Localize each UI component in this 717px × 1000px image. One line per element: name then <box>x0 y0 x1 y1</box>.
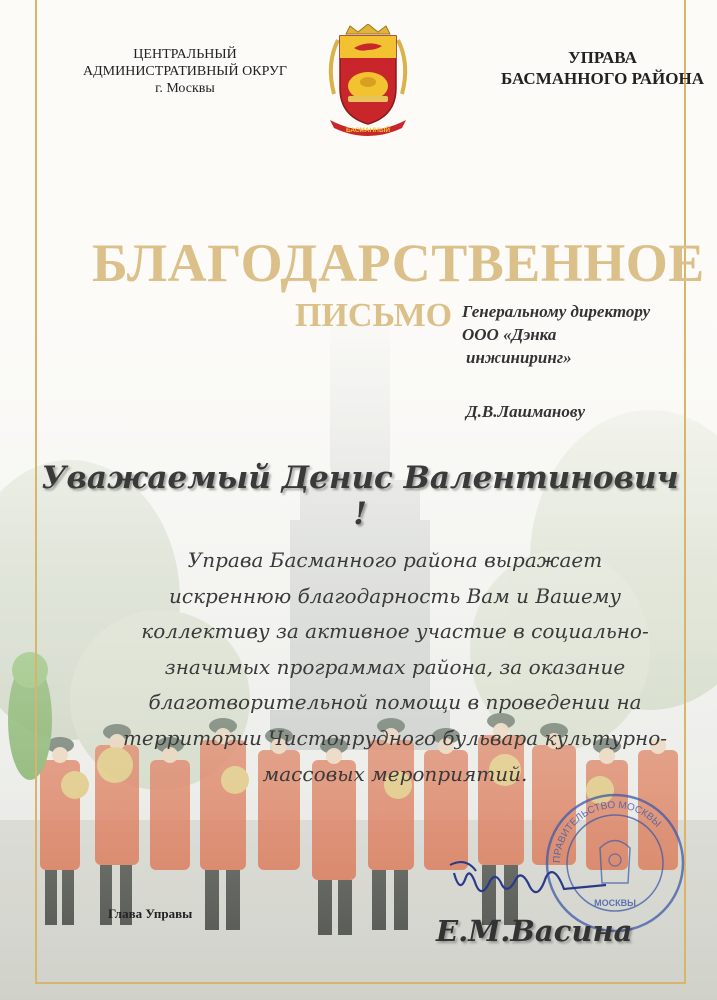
body-line: коллективу за активное участие в социально- <box>141 619 649 644</box>
uprava-line-2: БАСМАННОГО РАЙОНА <box>500 69 704 88</box>
body-line: значимых программах района, за оказание <box>164 654 626 679</box>
letter-body <box>80 543 710 792</box>
signatory-name: Е.М.Васина <box>436 914 633 948</box>
body-line: благотворительной помощи в проведении на <box>148 690 642 715</box>
district-header <box>60 46 310 97</box>
body-line: массовых мероприятий. <box>262 761 528 786</box>
addressee-line-2: ООО «Дэнка <box>462 325 557 344</box>
title-line-1: БЛАГОДАРСТВЕННОЕ <box>92 233 705 293</box>
uprava-line-1: УПРАВА <box>568 48 637 67</box>
signatory-title: Глава Управы <box>108 906 193 921</box>
addressee-line-3: инжиниринг» <box>466 348 572 367</box>
uprava-header <box>495 47 710 89</box>
stamp-inner-text: МОСКВЫ <box>594 898 636 908</box>
district-line-3: г. Москвы <box>155 81 215 96</box>
body-line: территории Чистопрудного бульвара культурно- <box>122 725 668 750</box>
stamp-outer-text: ПРАВИТЕЛЬСТВО МОСКВЫ <box>551 799 663 864</box>
handwritten-signature-icon <box>446 855 616 910</box>
district-line-2: АДМИНИСТРАТИВНЫЙ ОКРУГ <box>82 64 288 79</box>
addressee-line-1: Генеральному директору <box>462 302 651 321</box>
addressee-block <box>462 300 702 369</box>
greeting: Уважаемый Денис Валентинович ! <box>41 460 679 532</box>
title-line-2: ПИСЬМО <box>295 297 453 334</box>
recipient-name: Д.В.Лашманову <box>466 402 585 421</box>
district-line-1: ЦЕНТРАЛЬНЫЙ <box>133 47 237 62</box>
body-line: Управа Басманного района выражает <box>187 548 603 572</box>
emblem-ribbon-text: БАСМАННЫЙ <box>345 127 391 134</box>
body-line: искреннюю благодарность Вам и Вашему <box>168 583 621 608</box>
basmanny-coat-of-arms-icon <box>320 24 416 140</box>
